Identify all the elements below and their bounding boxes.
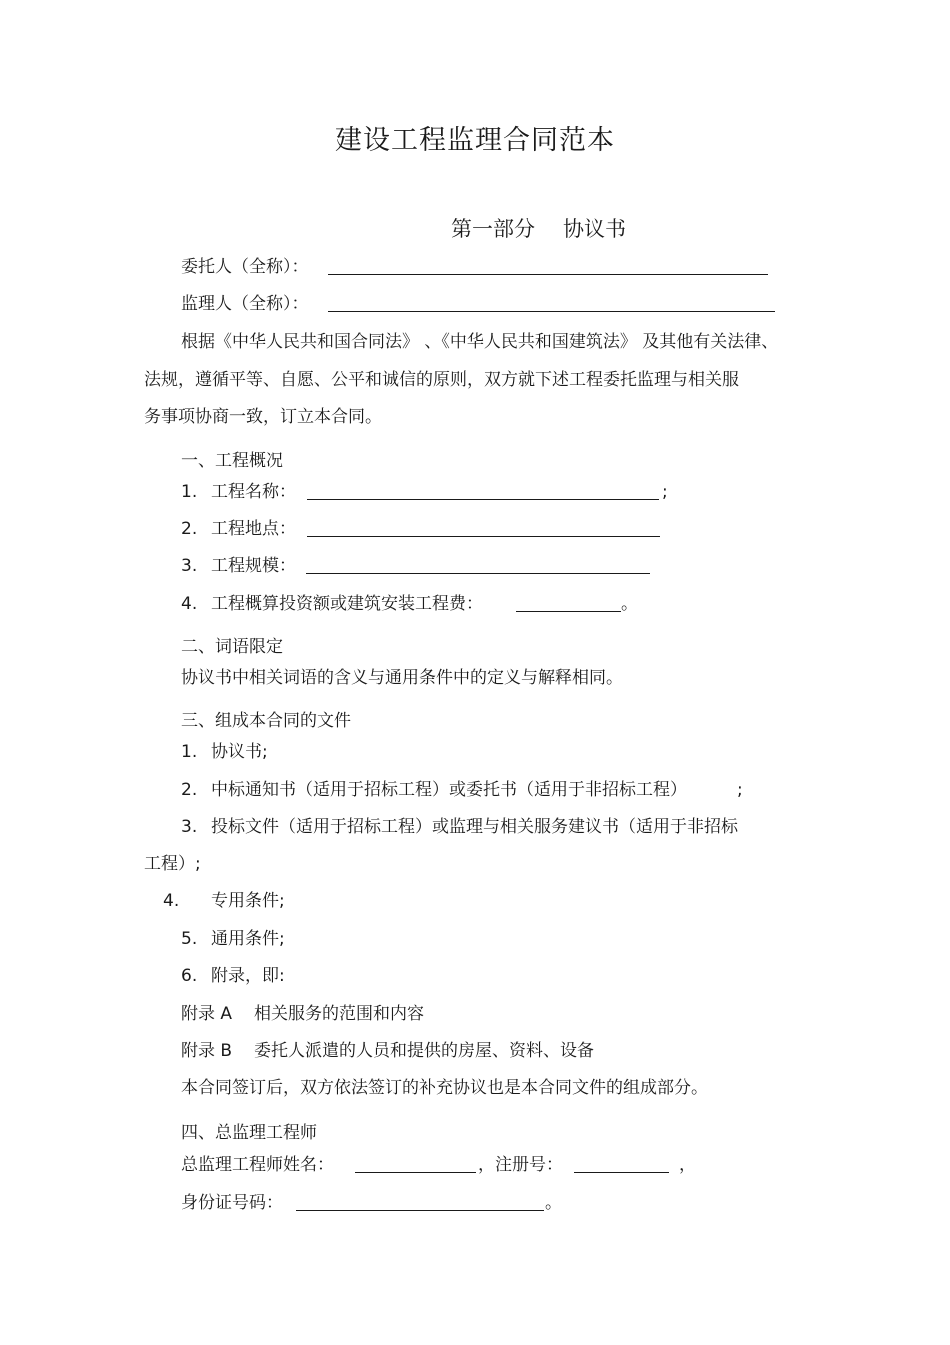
project-name-row xyxy=(181,481,296,503)
appendix-a-label: 附录 A xyxy=(181,1004,233,1024)
project-budget-end: 。 xyxy=(621,594,638,614)
part-heading xyxy=(451,215,626,243)
document-item-text: 附录，即: xyxy=(211,966,285,986)
registration-label: ，注册号： xyxy=(478,1155,563,1175)
chief-engineer-name-blank[interactable] xyxy=(355,1155,476,1173)
document-item-2 xyxy=(181,779,687,801)
document-item-1 xyxy=(181,741,268,763)
part-name: 协议书 xyxy=(563,217,626,241)
client-label: 委托人（全称）： xyxy=(181,257,309,277)
document-item-text: 协议书; xyxy=(211,742,268,762)
appendix-a-text: 相关服务的范围和内容 xyxy=(254,1004,424,1024)
client-name-blank[interactable] xyxy=(328,257,768,275)
project-scale-row xyxy=(181,555,296,577)
project-name-end: ; xyxy=(662,482,668,502)
registration-end: ， xyxy=(679,1155,696,1175)
item-number: 1. xyxy=(181,482,198,502)
document-item-text: 投标文件（适用于招标工程）或监理与相关服务建议书（适用于非招标 xyxy=(211,817,738,837)
appendix-b-label: 附录 B xyxy=(181,1041,233,1061)
item-number: 6. xyxy=(181,966,198,986)
item-number: 1. xyxy=(181,742,198,762)
chief-engineer-name-label: 总监理工程师姓名： xyxy=(181,1155,334,1175)
item-number: 4. xyxy=(181,594,198,614)
document-item-4 xyxy=(163,890,285,912)
supervisor-label: 监理人（全称）： xyxy=(181,294,309,314)
intro-line-3: 务事项协商一致，订立本合同。 xyxy=(144,407,382,427)
item-number: 2. xyxy=(181,780,198,800)
intro-line-1: 根据《中华人民共和国合同法》 、《中华人民共和国建筑法》 及其他有关法律、 xyxy=(181,332,779,352)
project-name-label: 工程名称： xyxy=(211,482,296,502)
project-location-label: 工程地点： xyxy=(211,519,296,539)
project-budget-row xyxy=(181,593,483,615)
section-2-heading: 二、词语限定 xyxy=(181,637,283,657)
supplement-note: 本合同签订后，双方依法签订的补充协议也是本合同文件的组成部分。 xyxy=(181,1078,708,1098)
document-item-2-end: ; xyxy=(737,780,743,800)
id-number-blank[interactable] xyxy=(296,1193,544,1211)
id-number-label: 身份证号码： xyxy=(181,1193,283,1213)
item-number: 5. xyxy=(181,929,198,949)
document-item-3 xyxy=(181,816,738,838)
section-4-heading: 四、总监理工程师 xyxy=(181,1123,317,1143)
registration-number-blank[interactable] xyxy=(574,1155,669,1173)
item-number: 3. xyxy=(181,817,198,837)
appendix-b-text: 委托人派遣的人员和提供的房屋、资料、设备 xyxy=(254,1041,594,1061)
supervisor-name-blank[interactable] xyxy=(328,294,775,312)
document-item-3-continued: 工程）; xyxy=(144,854,201,874)
project-budget-label: 工程概算投资额或建筑安装工程费： xyxy=(211,594,483,614)
item-number: 4. xyxy=(163,891,180,911)
project-location-blank[interactable] xyxy=(307,519,660,537)
project-budget-blank[interactable] xyxy=(516,594,621,612)
document-item-text: 专用条件; xyxy=(211,891,285,911)
part-label: 第一部分 xyxy=(451,217,535,241)
section-2-text: 协议书中相关词语的含义与通用条件中的定义与解释相同。 xyxy=(181,668,623,688)
project-scale-label: 工程规模： xyxy=(211,556,296,576)
supervisor-line xyxy=(181,293,309,315)
item-number: 3. xyxy=(181,556,198,576)
document-item-6 xyxy=(181,965,285,987)
item-number: 2. xyxy=(181,519,198,539)
client-line xyxy=(181,256,309,278)
appendix-a xyxy=(181,1003,424,1025)
appendix-b xyxy=(181,1040,594,1062)
id-number-end: 。 xyxy=(545,1193,562,1213)
document-item-5 xyxy=(181,928,285,950)
document-item-text: 通用条件; xyxy=(211,929,285,949)
document-title: 建设工程监理合同范本 xyxy=(335,125,615,156)
intro-line-2: 法规，遵循平等、自愿、公平和诚信的原则，双方就下述工程委托监理与相关服 xyxy=(144,370,739,390)
section-3-heading: 三、组成本合同的文件 xyxy=(181,711,351,731)
section-1-heading: 一、工程概况 xyxy=(181,451,283,471)
project-location-row xyxy=(181,518,296,540)
project-scale-blank[interactable] xyxy=(306,556,650,574)
document-item-text: 中标通知书（适用于招标工程）或委托书（适用于非招标工程） xyxy=(211,780,687,800)
project-name-blank[interactable] xyxy=(307,482,659,500)
